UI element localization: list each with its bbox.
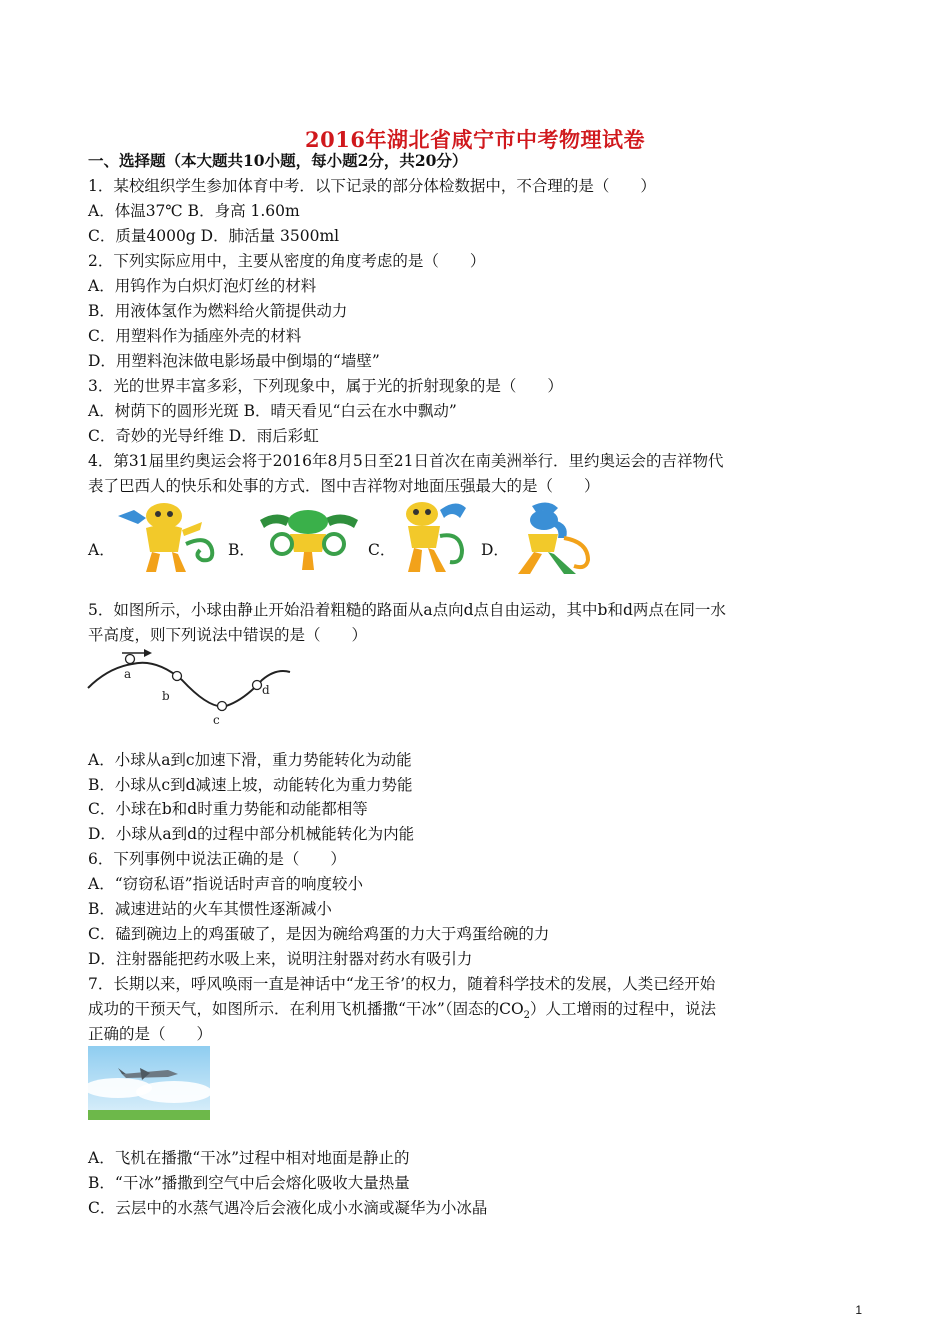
q2-option-d: D．用塑料泡沫做电影场最中倒塌的“墙壁”	[88, 352, 380, 370]
q5-option-b: B．小球从c到d减速上坡，动能转化为重力势能	[88, 776, 413, 794]
q5-point-label-c: c	[213, 713, 220, 726]
q5-point-label-a: a	[124, 667, 132, 681]
q6-option-b: B．减速进站的火车其惯性逐渐减小	[88, 900, 332, 918]
q4-label-d: D．	[481, 541, 509, 559]
q4-stem-line2: 表了巴西人的快乐和处事的方式．图中吉祥物对地面压强最大的是（ ）	[88, 477, 600, 495]
q5-option-a: A．小球从a到c加速下滑，重力势能转化为动能	[88, 751, 412, 769]
mascot-b-image	[256, 504, 362, 574]
q3-options-ab: A．树荫下的圆形光斑 B．晴天看见“白云在水中飘动”	[88, 402, 457, 420]
q1-stem: 1．某校组织学生参加体育中考．以下记录的部分体检数据中，不合理的是（ ）	[88, 177, 656, 195]
q5-track-figure	[86, 644, 292, 726]
q5-option-c: C．小球在b和d时重力势能和动能都相等	[88, 800, 368, 818]
q1-options-cd: C．质量4000g D．肺活量 3500ml	[88, 227, 340, 245]
q7-airplane-figure	[88, 1046, 210, 1120]
q5-point-label-b: b	[162, 689, 170, 703]
q5-option-d: D．小球从a到d的过程中部分机械能转化为内能	[88, 825, 415, 843]
page-number: 1	[855, 1303, 862, 1317]
q6-option-a: A．“窃窃私语”指说话时声音的响度较小	[88, 875, 364, 893]
q7-stem-line2-pre: 成功的干预天气，如图所示．在利用飞机播撒“干冰”（固态的CO	[88, 1000, 524, 1018]
q4-label-a: A．	[88, 541, 115, 559]
section-heading: 一、选择题（本大题共10小题，每小题2分，共20分）	[88, 151, 468, 170]
q6-option-c: C．磕到碗边上的鸡蛋破了，是因为碗给鸡蛋的力大于鸡蛋给碗的力	[88, 925, 550, 943]
q5-stem-line2: 平高度，则下列说法中错误的是（ ）	[88, 626, 368, 644]
q2-option-a: A．用钨作为白炽灯泡灯丝的材料	[88, 277, 317, 295]
q2-option-b: B．用液体氢作为燃料给火箭提供动力	[88, 302, 348, 320]
mascot-c-image	[396, 498, 476, 578]
q6-stem: 6．下列事例中说法正确的是（ ）	[88, 850, 346, 868]
mascot-a-image	[116, 500, 222, 576]
q3-stem: 3．光的世界丰富多彩，下列现象中，属于光的折射现象的是（ ）	[88, 377, 563, 395]
q7-option-c: C．云层中的水蒸气遇冷后会液化成小水滴或凝华为小冰晶	[88, 1199, 488, 1217]
page-title: 2016年湖北省咸宁市中考物理试卷	[305, 127, 645, 152]
mascot-d-image	[508, 498, 598, 578]
q7-stem-line3: 正确的是（ ）	[88, 1025, 213, 1043]
q2-stem: 2．下列实际应用中，主要从密度的角度考虑的是（ ）	[88, 252, 486, 270]
q7-stem-line2-post: ）人工增雨的过程中，说法	[530, 1000, 717, 1018]
q7-option-a: A．飞机在播撒“干冰”过程中相对地面是静止的	[88, 1149, 410, 1167]
q5-stem-line1: 5．如图所示，小球由静止开始沿着粗糙的路面从a点向d点自由运动，其中b和d两点在同一水	[88, 601, 726, 619]
q4-label-c: C．	[368, 541, 396, 559]
q7-stem-line2	[88, 999, 716, 1026]
q5-point-label-d: d	[262, 683, 270, 697]
q3-options-cd: C．奇妙的光导纤维 D．雨后彩虹	[88, 427, 319, 445]
q1-options-ab: A．体温37℃ B．身高 1.60m	[88, 202, 300, 220]
q7-option-b: B．“干冰”播撒到空气中后会熔化吸收大量热量	[88, 1174, 410, 1192]
q7-co2-subscript: 2	[523, 1010, 531, 1022]
q4-label-b: B．	[228, 541, 255, 559]
q4-stem-line1: 4．第31届里约奥运会将于2016年8月5日至21日首次在南美洲举行．里约奥运会的吉祥物代	[88, 452, 724, 470]
q6-option-d: D．注射器能把药水吸上来，说明注射器对药水有吸引力	[88, 950, 473, 968]
q2-option-c: C．用塑料作为插座外壳的材料	[88, 327, 302, 345]
q7-stem-line1: 7．长期以来，呼风唤雨一直是神话中“龙王爷’的权力，随着科学技术的发展，人类已经开始	[88, 975, 716, 993]
